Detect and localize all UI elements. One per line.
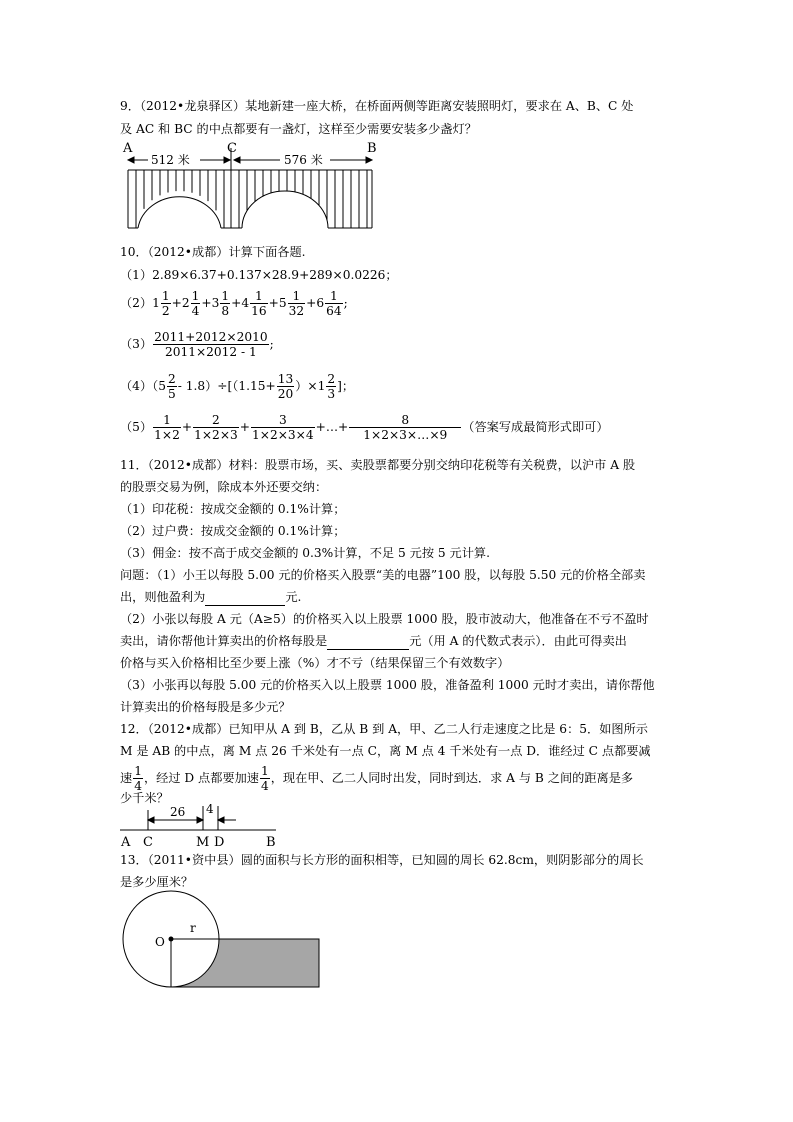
- q10-part-4-fraction-2: [277, 372, 295, 401]
- q10-part-5-prefix: （5）: [120, 420, 153, 434]
- q10-part-2: [120, 289, 348, 318]
- q10-part-2-prefix: （2）: [120, 296, 153, 310]
- mixed-number-fraction: [220, 289, 230, 318]
- q12-line-3-end: ，现在甲、乙二人同时出发，同时到达．求 A 与 B 之间的距离是多: [270, 771, 634, 785]
- q12-line-1: 12．（2012•成都）已知甲从 A 到 B，乙从 B 到 A，甲、乙二人行走速度之比是 6：5．如图所示: [120, 722, 648, 736]
- mixed-number-fraction: [161, 289, 171, 318]
- mixed-number-fraction: [288, 289, 306, 318]
- q10-part-4-prefix: （4）（5: [120, 379, 166, 393]
- q13-line-1: 13．（2011•资中县）圆的面积与长方形的面积相等，已知圆的周长 62.8cm，则阴影部分的周长: [120, 853, 644, 867]
- mixed-number-fraction: [191, 289, 201, 318]
- q10-part-4: [120, 372, 354, 401]
- point-label-d: D: [214, 835, 225, 850]
- q10-part-3-numerator: 2011+2012×2010: [154, 330, 268, 344]
- q10-part-4-suffix: ]；: [337, 379, 355, 393]
- q10-part-4-fraction-2-den: 20: [277, 387, 294, 401]
- q10-part-2-terms: [152, 289, 348, 318]
- q10-part-5-fraction-2-num: 2: [193, 413, 239, 428]
- operator: +: [268, 296, 279, 310]
- q12-fraction-1-den: 4: [134, 779, 142, 793]
- q10-part-3-fraction: [153, 330, 268, 359]
- q10-part-5-fraction-4-den: 1×2×3×…×9: [363, 428, 448, 442]
- q10-part-5: （5） $\frac{1}{1\times 2}$ + $\frac{2}{1\times 2\times 3}$ + $\frac{3}{1\times 2\times 3\times 4}$ +…+ $\frac{8}{1\times 2\times 3\times\dots\times 9}$ （答案写成最简形式即可）: [120, 413, 609, 442]
- mixed-number-whole: 6: [316, 296, 325, 310]
- q10-part-4-fraction-3: [326, 372, 336, 401]
- radius-label: r: [190, 921, 196, 935]
- mixed-number-fraction: [250, 289, 268, 318]
- bridge-label-a: A: [123, 141, 133, 156]
- mixed-number-denominator: 64: [326, 304, 342, 318]
- mixed-number-denominator: 2: [161, 304, 170, 318]
- point-label-a: A: [121, 835, 131, 850]
- operator: ;: [343, 296, 348, 310]
- q10-part-4-fraction-1-num: 2: [167, 372, 176, 386]
- q11-line-4: （2）过户费：按成交金额的 0.1%计算；: [120, 524, 346, 538]
- q11-line-9-rest: 元（用 A 的代数式表示）．由此可得卖出: [409, 634, 627, 648]
- q11-line-3: （1）印花税：按成交金额的 0.1%计算；: [120, 502, 346, 516]
- q10-part-3-prefix: （3）: [120, 337, 153, 351]
- q12-line-3: [120, 764, 633, 793]
- q10-part-5-fraction-1: [153, 413, 181, 442]
- q10-part-4-mid-2: ）×1: [295, 379, 326, 393]
- mixed-number-numerator: 1: [191, 289, 200, 303]
- q12-fraction-1-num: 1: [134, 764, 142, 778]
- q10-part-5-fraction-3-den: 1×2×3×4: [252, 428, 314, 442]
- mixed-number-numerator: 1: [288, 289, 306, 304]
- point-label-c: C: [143, 835, 153, 850]
- q11-line-7-text: 出，则他盈利为: [120, 590, 206, 604]
- q10-part-5-fraction-2: [193, 413, 239, 442]
- q10-part-4-fraction-1: [167, 372, 177, 401]
- q11-line-2: 的股票交易为例，除成本外还要交纳：: [120, 480, 328, 494]
- q12-fraction-2-num: 1: [260, 764, 269, 778]
- q10-part-4-fraction-3-num: 2: [327, 372, 336, 386]
- mixed-number-whole: 5: [278, 296, 287, 310]
- dimension-ac-label: 512 米: [151, 153, 190, 167]
- q11-line-12: 计算卖出的价格每股是多少元？: [120, 700, 291, 714]
- q11-line-9: [120, 633, 627, 650]
- mixed-number-numerator: 1: [221, 289, 230, 303]
- q10-heading: 10．（2012•成都）计算下面各题.: [120, 245, 306, 259]
- q10-part-4-fraction-3-den: 3: [327, 387, 336, 401]
- answer-blank-1[interactable]: [205, 589, 285, 606]
- q10-part-5-fraction-4-num: 8: [349, 413, 461, 428]
- q9-line-1: 9．（2012•龙泉驿区）某地新建一座大桥，在桥面两侧等距离安装照明灯，要求在 A、B、C 处: [120, 99, 634, 113]
- mixed-number-denominator: 4: [191, 304, 200, 318]
- q11-line-7-unit: 元.: [285, 590, 302, 604]
- mixed-number-denominator: 8: [221, 304, 230, 318]
- dimension-cb-label: 576 米: [284, 153, 323, 167]
- bridge-label-c: C: [227, 141, 237, 156]
- operator: +: [231, 296, 242, 310]
- mixed-number-fraction: [325, 289, 343, 318]
- point-label-m: M: [196, 835, 210, 850]
- operator: +: [171, 296, 182, 310]
- distance-line-figure: [118, 802, 290, 850]
- q10-part-5-ellipsis: +…+: [315, 420, 349, 434]
- distance-4-label: 4: [206, 802, 214, 816]
- q12-fraction-2-den: 4: [260, 779, 269, 793]
- q11-line-9-text: 卖出，请你帮他计算卖出的价格每股是: [120, 634, 328, 648]
- q11-line-6: 问题：（1）小王以每股 5.00 元的价格买入股票“美的电器”100 股，以每股 5.50 元的价格全部卖: [120, 568, 646, 582]
- q12-fraction-1: [133, 764, 143, 793]
- q11-line-10: 价格与买入价格相比至少要上涨（%）才不亏（结果保留三个有效数字）: [120, 656, 510, 670]
- operator: +: [306, 296, 317, 310]
- q10-part-3-suffix: ;: [269, 337, 274, 351]
- q11-line-8: （2）小张以每股 A 元（A≥5）的价格买入以上股票 1000 股，股市波动大，他准备在不亏不盈时: [120, 612, 649, 626]
- q13-line-2: 是多少厘米？: [120, 875, 194, 889]
- q10-part-5-fraction-3: [251, 413, 315, 442]
- mixed-number-numerator: 1: [161, 289, 170, 303]
- q9-line-2: 及 AC 和 BC 的中点都要有一盏灯，这样至少需要安装多少盏灯？: [120, 122, 477, 136]
- mixed-number-whole: 1: [152, 296, 160, 310]
- distance-26-label: 26: [170, 805, 186, 819]
- point-label-b: B: [266, 835, 276, 850]
- q10-part-4-fraction-2-num: 13: [277, 372, 294, 386]
- q12-line-3-start: 速: [120, 771, 133, 785]
- q10-part-5-fraction-4: [349, 413, 461, 442]
- mixed-number-denominator: 16: [251, 304, 267, 318]
- q10-part-5-fraction-2-den: 1×2×3: [194, 428, 238, 442]
- q12-line-4: 少千米？: [120, 791, 169, 805]
- q10-part-4-mid-1: - 1.8）÷[（1.15+: [177, 379, 276, 393]
- q10-part-5-fraction-1-den: 1×2: [154, 428, 180, 442]
- circle-rectangle-figure: [118, 890, 324, 990]
- bridge-figure: [118, 140, 380, 232]
- q12-line-2: M 是 AB 的中点，离 M 点 26 千米处有一点 C，离 M 点 4 千米处有一点 D．谁经过 C 点都要减: [120, 744, 651, 758]
- mixed-number-denominator: 32: [288, 304, 305, 318]
- q10-part-1: （1）2.89×6.37+0.137×28.9+289×0.0226；: [120, 268, 398, 282]
- q12-fraction-2: [260, 764, 270, 793]
- q10-part-4-fraction-1-den: 5: [167, 387, 176, 401]
- q11-line-5: （3）佣金：按不高于成交金额的 0.3%计算，不足 5 元按 5 元计算.: [120, 546, 490, 560]
- mixed-number-numerator: 1: [325, 289, 343, 304]
- center-label: O: [155, 935, 165, 949]
- q12-line-3-mid: ，经过 D 点都要加速: [143, 771, 259, 785]
- q11-line-11: （3）小张再以每股 5.00 元的价格买入以上股票 1000 股，准备盈利 1000 元时才卖出，请你帮他: [120, 678, 655, 692]
- mixed-number-whole: 2: [181, 296, 190, 310]
- mixed-number-numerator: 1: [250, 289, 268, 304]
- mixed-number-whole: 3: [211, 296, 220, 310]
- q10-part-5-fraction-3-num: 3: [251, 413, 315, 428]
- q10-part-5-fraction-1-num: 1: [153, 413, 181, 428]
- q11-line-7: [120, 589, 301, 606]
- operator: +: [201, 296, 212, 310]
- q10-part-5-note: （答案写成最简形式即可）: [462, 420, 609, 434]
- q10-part-3-denominator: 2011×2012 - 1: [164, 345, 257, 359]
- q11-line-1: 11．（2012•成都）材料：股票市场，买、卖股票都要分别交纳印花税等有关税费，以沪市 A 股: [120, 458, 636, 472]
- mixed-number-whole: 4: [241, 296, 250, 310]
- answer-blank-2[interactable]: [327, 633, 409, 650]
- q10-part-3: [120, 330, 274, 359]
- bridge-label-b: B: [367, 141, 377, 156]
